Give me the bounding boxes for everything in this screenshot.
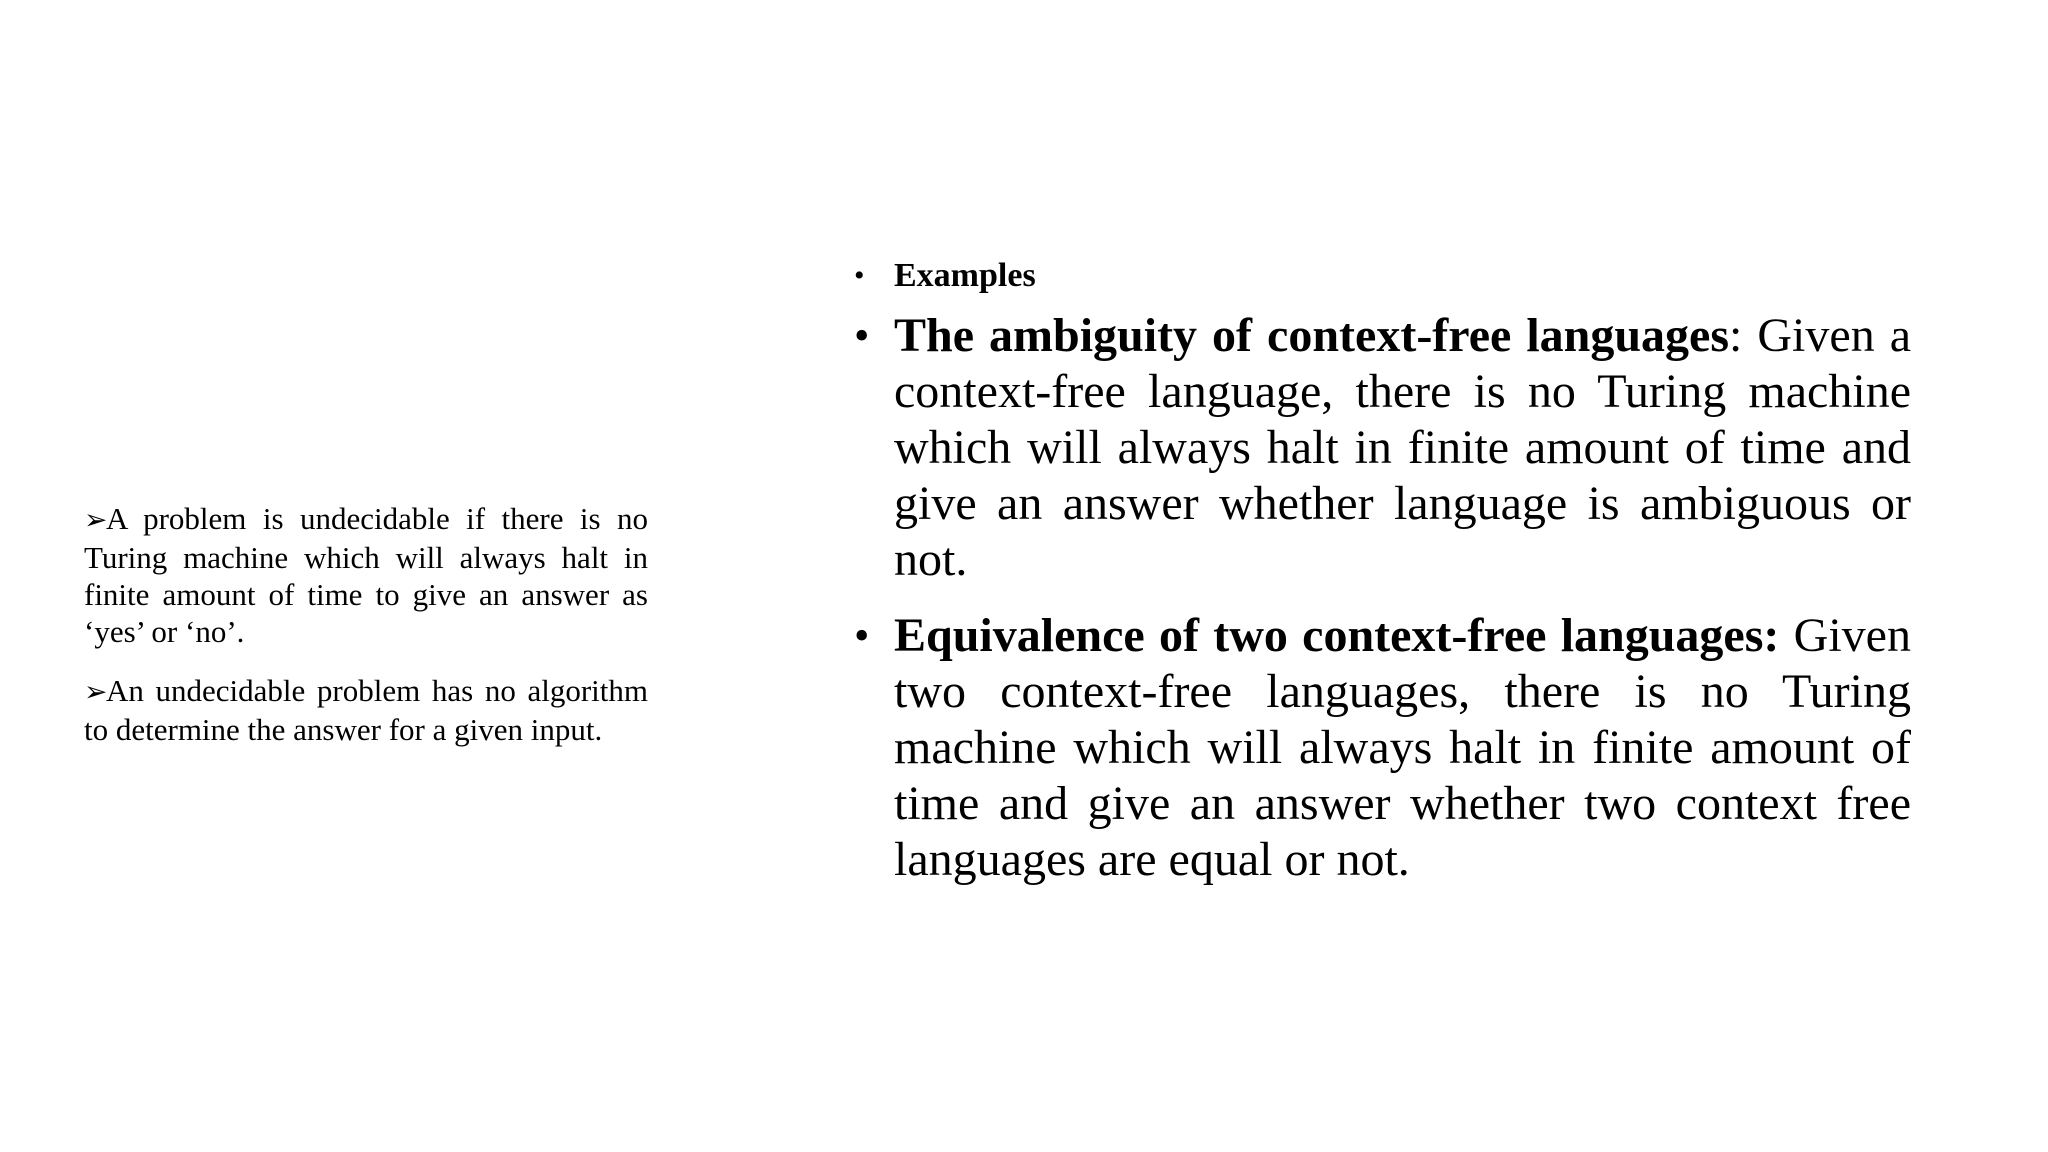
arrow-bullet-icon: ➢ <box>84 505 108 536</box>
example-description: Given two context-free languages, there is no Turing machine which will always halt in finite amount of time and give an answer whether two context free languages are equal or not. <box>894 609 1911 886</box>
bullet-dot-icon: • <box>854 611 870 660</box>
left-paragraph-2 <box>84 672 648 748</box>
arrow-bullet-icon: ➢ <box>84 677 108 708</box>
example-term: The ambiguity of context-free languages <box>894 309 1730 362</box>
example-item-equivalence <box>846 608 1911 888</box>
left-paragraph-1 <box>84 500 648 650</box>
example-description: Given a context-free language, there is no Turing machine which will always halt in finite amount of time and give an answer whether language is ambiguous or not. <box>894 309 1912 586</box>
left-text-column <box>84 500 648 770</box>
bullet-dot-icon: • <box>854 311 870 360</box>
right-text-column <box>846 252 1911 908</box>
left-paragraph-1-text: A problem is undecidable if there is no Turing machine which will always halt in finite amount of time to give an answer as ‘yes’ or ‘no’. <box>84 501 648 649</box>
bullet-dot-icon: • <box>854 259 865 292</box>
example-term: Equivalence of two context-free languages: <box>894 609 1780 662</box>
left-paragraph-2-text: An undecidable problem has no algorithm to determine the answer for a given input. <box>84 673 648 747</box>
examples-heading-text: Examples <box>894 257 1036 294</box>
example-item-ambiguity <box>846 308 1911 588</box>
examples-heading <box>846 252 1911 300</box>
example-term-separator: : <box>1729 309 1743 362</box>
